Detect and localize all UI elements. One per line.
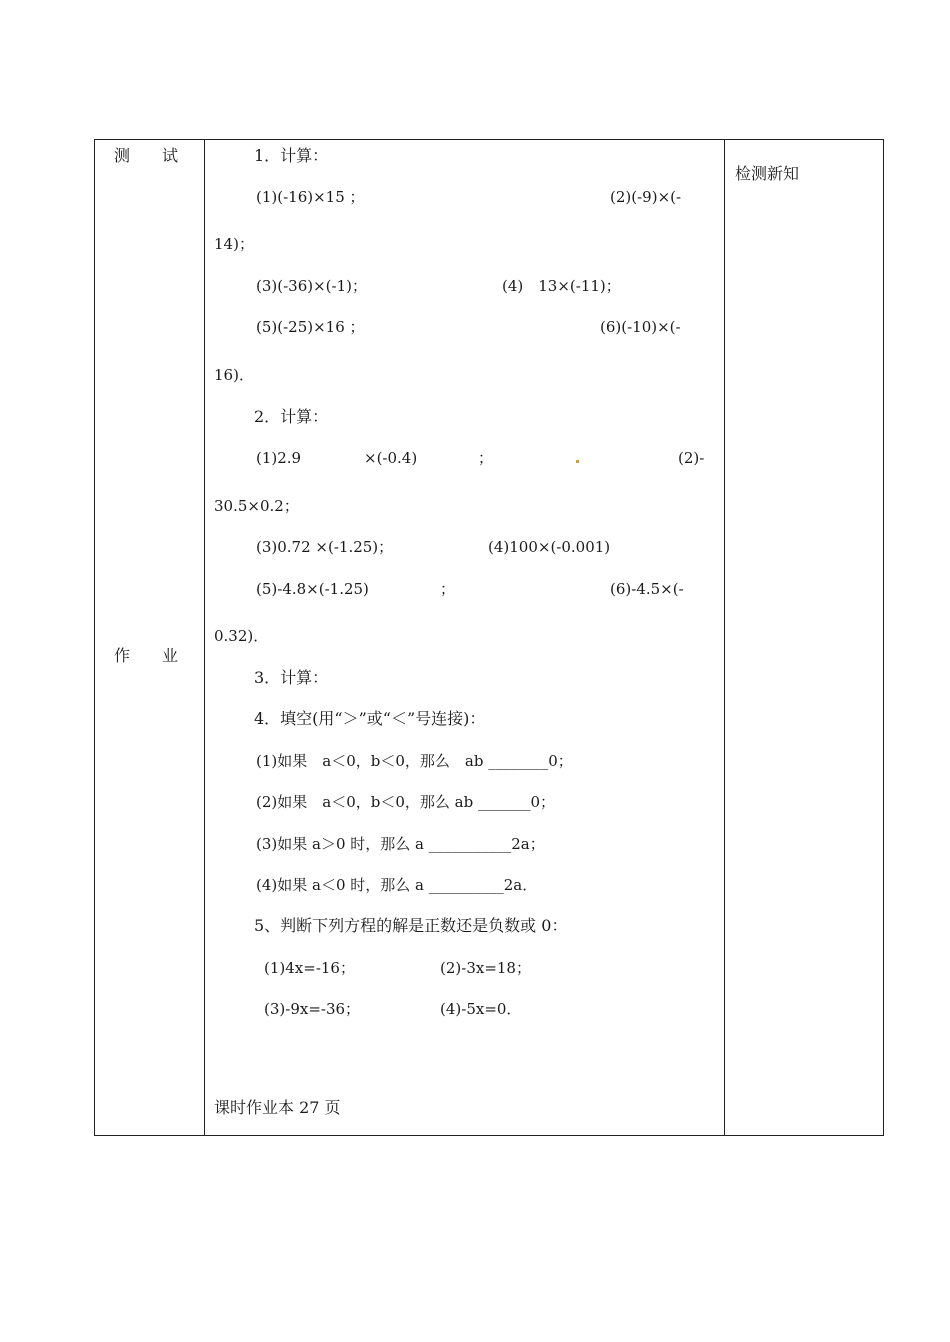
column-divider — [204, 140, 205, 1135]
q1-item-6-cont: 16)． — [214, 366, 254, 384]
q2-item-1-factor: ×(-0.4) — [364, 449, 418, 467]
question-3-title: 3．计算： — [254, 668, 329, 687]
q5-item-2: (2)-3x=18； — [440, 959, 531, 977]
q2-item-5: (5)-4.8×(-1.25) — [256, 580, 369, 598]
q4-item-1: (1)如果 a＜0，b＜0，那么 ab ________0； — [256, 752, 573, 770]
q4-item-3: (3)如果 a＞0 时，那么 a ___________2a； — [256, 835, 545, 853]
homework-reference: 课时作业本 27 页 — [214, 1098, 341, 1117]
column-divider — [724, 140, 725, 1135]
question-2-title: 2．计算： — [254, 407, 329, 426]
worksheet-table — [94, 139, 884, 1136]
q2-item-3: (3)0.72 ×(-1.25)； — [256, 538, 394, 556]
label-homework: 作 业 — [114, 646, 179, 665]
q5-item-3: (3)-9x=-36； — [264, 1000, 361, 1018]
q5-item-4: (4)-5x=0． — [440, 1000, 522, 1018]
label-check-new-knowledge: 检测新知 — [735, 164, 800, 183]
q4-item-2: (2)如果 a＜0，b＜0，那么 ab _______0； — [256, 793, 556, 811]
q5-item-1: (1)4x=-16； — [264, 959, 355, 977]
label-test: 测 试 — [114, 146, 179, 165]
q2-item-1: (1)2.9 — [256, 449, 302, 467]
q2-item-6: (6)-4.5×(- — [610, 580, 684, 598]
q1-item-5: (5)(-25)×16 ； — [256, 318, 365, 336]
q1-item-1: (1)(-16)×15 ； — [256, 188, 365, 206]
question-1-title: 1．计算： — [254, 146, 329, 165]
q2-item-2: (2)- — [678, 449, 705, 467]
q1-item-2-cont: 14)； — [214, 235, 254, 253]
question-4-title: 4．填空(用“＞”或“＜”号连接)： — [254, 709, 486, 728]
q2-item-5-sep: ； — [440, 580, 456, 598]
q2-item-6-cont: 0.32)． — [214, 627, 269, 645]
q1-item-3: (3)(-36)×(-1)； — [256, 277, 367, 295]
question-5-title: 5、判断下列方程的解是正数还是负数或 0： — [254, 916, 568, 935]
q1-item-2: (2)(-9)×(- — [610, 188, 682, 206]
q2-item-2-cont: 30.5×0.2； — [214, 497, 299, 515]
scan-speck — [576, 460, 579, 463]
q4-item-4: (4)如果 a＜0 时，那么 a __________2a． — [256, 876, 538, 894]
q1-item-4: (4) 13×(-11)； — [502, 277, 621, 295]
q2-item-1-sep: ； — [478, 449, 494, 467]
q1-item-6: (6)(-10)×(- — [600, 318, 681, 336]
q2-item-4: (4)100×(-0.001) — [488, 538, 611, 556]
